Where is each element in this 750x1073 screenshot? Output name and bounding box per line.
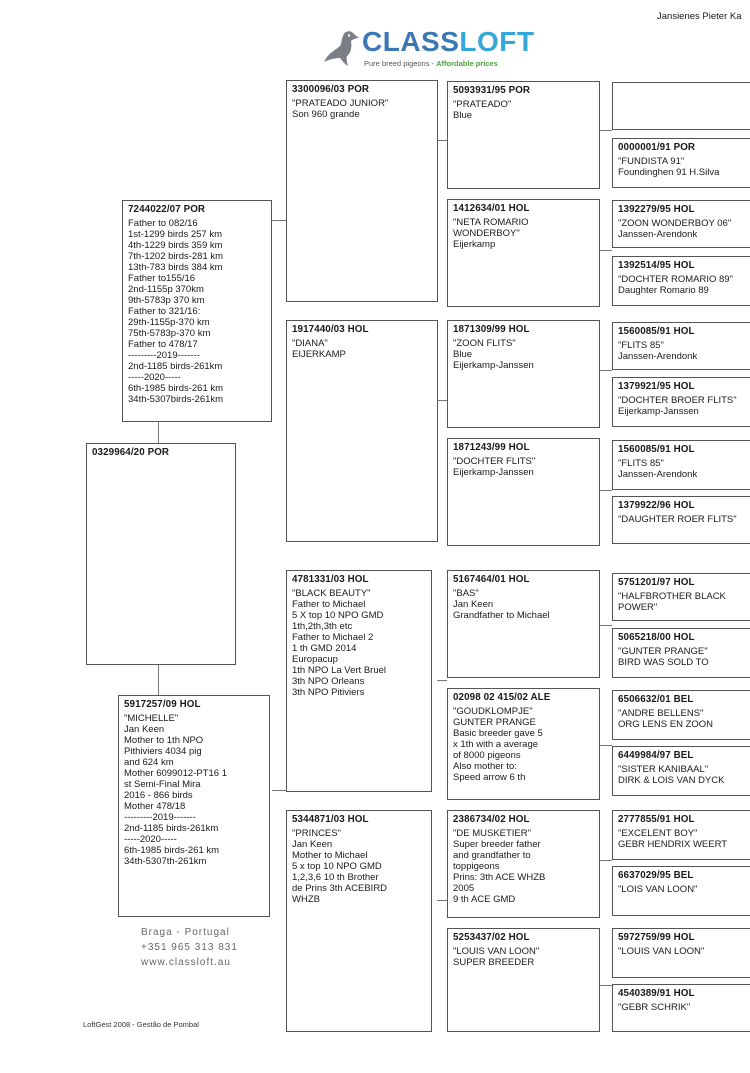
connector-line <box>600 985 612 986</box>
ring-number: 6637029/95 BEL <box>618 870 694 881</box>
pedigree-ancestor <box>612 496 750 544</box>
connector-line <box>600 625 612 626</box>
connector-line <box>437 900 447 901</box>
ring-number: 4540389/91 HOL <box>618 988 695 999</box>
detail-line: "ZOON FLITS" <box>453 338 516 349</box>
connector-line <box>600 490 612 491</box>
detail-line: 1th NPO La Vert Bruel <box>292 665 386 676</box>
ring-number: 7244022/07 POR <box>128 204 206 215</box>
detail-line: WHZB <box>292 894 320 905</box>
ring-number: 6449984/97 BEL <box>618 750 694 761</box>
pedigree-ancestor <box>447 81 600 189</box>
ring-number: 5093931/95 POR <box>453 85 531 96</box>
ring-number: 1412634/01 HOL <box>453 203 530 214</box>
ring-number: 0329964/20 POR <box>92 447 170 458</box>
detail-line: toppigeons <box>453 861 500 872</box>
detail-line: Mother 6099012-PT16 1 <box>124 768 227 779</box>
detail-line: Mother 478/18 <box>124 801 186 812</box>
detail-line: ORG LENS EN ZOON <box>618 719 714 730</box>
detail-line: "GOUDKLOMPJE" <box>453 706 533 717</box>
detail-line: Blue <box>453 349 473 360</box>
ring-number: 5253437/02 HOL <box>453 932 530 943</box>
detail-line: Janssen-Arendonk <box>618 469 698 480</box>
pedigree-grandparent <box>286 570 432 792</box>
detail-line: 1,2,3,6 10 th Brother <box>292 872 379 883</box>
detail-line: 5 x top 10 NPO GMD <box>292 861 382 872</box>
contact-phone: +351 965 313 831 <box>141 942 238 953</box>
ring-number: 6506632/01 BEL <box>618 694 694 705</box>
ring-number: 0000001/91 POR <box>618 142 696 153</box>
pedigree-ancestor <box>612 256 750 306</box>
detail-line: -----2020----- <box>124 834 177 845</box>
detail-line: Europacup <box>292 654 338 665</box>
detail-line: "BAS" <box>453 588 479 599</box>
detail-line: "DOCHTER BROER FLITS" <box>618 395 737 406</box>
detail-line: "DIANA" <box>292 338 328 349</box>
detail-line: Prins: 3th ACE WHZB <box>453 872 546 883</box>
detail-line: 5 X top 10 NPO GMD <box>292 610 384 621</box>
detail-line: "LOUIS VAN LOON" <box>453 946 540 957</box>
owner-name: Jansienes Pieter Ka <box>657 11 742 22</box>
detail-line: Super breeder father <box>453 839 541 850</box>
detail-line: 9th-5783p 370 km <box>128 295 205 306</box>
detail-line: and grandfather to <box>453 850 531 861</box>
detail-line: "GEBR SCHRIK" <box>618 1002 691 1013</box>
pedigree-ancestor <box>612 440 750 490</box>
connector-line <box>437 140 447 141</box>
detail-line: 29th-1155p-370 km <box>128 317 210 328</box>
detail-line: ---------2019------- <box>128 350 200 361</box>
detail-line: "ANDRE BELLENS" <box>618 708 704 719</box>
pedigree-ancestor <box>612 866 750 916</box>
ring-number: 1392514/95 HOL <box>618 260 695 271</box>
detail-line: Daughter Romario 89 <box>618 285 709 296</box>
detail-line: "DAUGHTER ROER FLITS" <box>618 514 737 525</box>
detail-line: "NETA ROMARIO <box>453 217 529 228</box>
pedigree-ancestor <box>447 688 600 800</box>
ring-number: 5972759/99 HOL <box>618 932 695 943</box>
pedigree-grandparent <box>286 80 438 302</box>
pedigree-ancestor <box>447 199 600 307</box>
detail-line: "EXCELENT BOY" <box>618 828 698 839</box>
detail-line: Janssen-Arendonk <box>618 351 698 362</box>
detail-line: 2nd-1185 birds-261km <box>124 823 219 834</box>
detail-line: "DOCHTER ROMARIO 89" <box>618 274 733 285</box>
footer-credit: LoftGest 2008 - Gestão de Pombal <box>83 1020 199 1029</box>
pedigree-ancestor <box>612 984 750 1032</box>
contact-info <box>141 925 238 970</box>
detail-line: Foundinghen 91 H.Silva <box>618 167 720 178</box>
detail-line: "FLITS 85" <box>618 340 664 351</box>
detail-line: Janssen-Arendonk <box>618 229 698 240</box>
detail-line: and 624 km <box>124 757 174 768</box>
ring-number: 1392279/95 HOL <box>618 204 695 215</box>
detail-line: 7th-1202 birds-281 km <box>128 251 224 262</box>
pedigree-ancestor <box>612 138 750 188</box>
pedigree-ancestor <box>612 690 750 740</box>
detail-line: Father to 321/16: <box>128 306 201 317</box>
detail-line: "MICHELLE" <box>124 713 179 724</box>
detail-line: Father to Michael <box>292 599 366 610</box>
ring-number: 4781331/03 HOL <box>292 574 369 585</box>
detail-line: Basic breeder gave 5 <box>453 728 543 739</box>
pedigree-ancestor <box>612 928 750 978</box>
ring-number: 1560085/91 HOL <box>618 444 695 455</box>
detail-line: POWER" <box>618 602 658 613</box>
pedigree-ancestor <box>447 928 600 1032</box>
pedigree-ancestor <box>612 628 750 678</box>
detail-line: "PRATEADO" <box>453 99 512 110</box>
detail-line: "DE MUSKETIER" <box>453 828 532 839</box>
detail-line: 2nd-1185 birds-261km <box>128 361 223 372</box>
detail-line: Father to Michael 2 <box>292 632 374 643</box>
ring-number: 1917440/03 HOL <box>292 324 369 335</box>
detail-line: 1 th GMD 2014 <box>292 643 357 654</box>
connector-line <box>272 790 286 791</box>
detail-line: BIRD WAS SOLD TO <box>618 657 709 668</box>
ring-number: 2386734/02 HOL <box>453 814 530 825</box>
detail-line: "FUNDISTA 91" <box>618 156 685 167</box>
detail-line: Grandfather to Michael <box>453 610 550 621</box>
detail-line: st Semi-Final Mira <box>124 779 201 790</box>
detail-line: 3th NPO Pitiviers <box>292 687 365 698</box>
detail-line: 1st-1299 birds 257 km <box>128 229 222 240</box>
detail-line: "PRINCES" <box>292 828 341 839</box>
detail-line: 1th,2th,3th etc <box>292 621 353 632</box>
detail-line: Eijerkamp <box>453 239 496 250</box>
detail-line: Father to 478/17 <box>128 339 198 350</box>
ring-number: 5344871/03 HOL <box>292 814 369 825</box>
connector-line <box>158 664 159 698</box>
ring-number: 2777855/91 HOL <box>618 814 695 825</box>
detail-line: Blue <box>453 110 473 121</box>
detail-line: 6th-1985 birds-261 km <box>124 845 220 856</box>
connector-line <box>437 400 447 401</box>
connector-line <box>600 745 612 746</box>
detail-line: Jan Keen <box>453 599 494 610</box>
detail-line: Speed arrow 6 th <box>453 772 526 783</box>
detail-line: 9 th ACE GMD <box>453 894 516 905</box>
detail-line: of 8000 pigeons <box>453 750 521 761</box>
detail-line: "PRATEADO JUNIOR" <box>292 98 389 109</box>
detail-line: "LOUIS VAN LOON" <box>618 946 705 957</box>
detail-line: Eijerkamp-Janssen <box>618 406 699 417</box>
detail-line: 2nd-1155p 370km <box>128 284 204 295</box>
ring-number: 1871243/99 HOL <box>453 442 530 453</box>
pedigree-grandparent <box>286 810 432 1032</box>
ring-number: 5917257/09 HOL <box>124 699 201 710</box>
detail-line: "ZOON WONDERBOY 06" <box>618 218 732 229</box>
detail-line: Mother to Michael <box>292 850 368 861</box>
detail-line: x 1th with a average <box>453 739 539 750</box>
detail-line: GEBR HENDRIX WEERT <box>618 839 728 850</box>
detail-line: Eijerkamp-Janssen <box>453 360 534 371</box>
detail-line: "SISTER KANIBAAL" <box>618 764 709 775</box>
logo-wordmark: CLASSLOFT <box>362 26 535 57</box>
detail-line: Son 960 grande <box>292 109 360 120</box>
detail-line: Jan Keen <box>292 839 333 850</box>
pedigree-ancestor <box>447 810 600 918</box>
ring-number: 5065218/00 HOL <box>618 632 695 643</box>
ring-number: 3300096/03 POR <box>292 84 370 95</box>
connector-line <box>600 860 612 861</box>
detail-line: 2005 <box>453 883 475 894</box>
detail-line: "FLITS 85" <box>618 458 664 469</box>
connector-line <box>272 220 286 221</box>
connector-line <box>158 420 159 444</box>
detail-line: Mother to 1th NPO <box>124 735 204 746</box>
detail-line: 34th-5307th-261km <box>124 856 207 867</box>
detail-line: "GUNTER PRANGE" <box>618 646 708 657</box>
pedigree-father <box>122 200 272 422</box>
detail-line: Father to 082/16 <box>128 218 198 229</box>
ring-number: 1379921/95 HOL <box>618 381 695 392</box>
detail-line: 2016 - 866 birds <box>124 790 193 801</box>
detail-line: EIJERKAMP <box>292 349 346 360</box>
ring-number: 5167464/01 HOL <box>453 574 530 585</box>
pedigree-ancestor <box>612 322 750 370</box>
detail-line: 6th-1985 birds-261 km <box>128 383 224 394</box>
detail-line: Eijerkamp-Janssen <box>453 467 534 478</box>
pedigree-ancestor-empty <box>612 82 750 130</box>
pigeon-icon <box>322 28 360 68</box>
detail-line: 3th NPO Orleans <box>292 676 365 687</box>
pedigree-subject <box>86 443 236 665</box>
detail-line: SUPER BREEDER <box>453 957 535 968</box>
detail-line: 34th-5307birds-261km <box>128 394 224 405</box>
contact-city: Braga - Portugal <box>141 927 230 938</box>
ring-number: 1560085/91 HOL <box>618 326 695 337</box>
pedigree-ancestor <box>612 746 750 796</box>
classloft-logo <box>322 26 535 72</box>
ring-number: 1379922/96 HOL <box>618 500 695 511</box>
detail-line: Pithiviers 4034 pig <box>124 746 202 757</box>
logo-tagline: Pure breed pigeons - Affordable prices <box>364 59 498 68</box>
ring-number: 02098 02 415/02 ALE <box>453 692 551 703</box>
pedigree-mother <box>118 695 270 917</box>
detail-line: "HALFBROTHER BLACK <box>618 591 726 602</box>
detail-line: 13th-783 birds 384 km <box>128 262 223 273</box>
detail-line: 4th-1229 birds 359 km <box>128 240 223 251</box>
detail-line: WONDERBOY" <box>453 228 520 239</box>
detail-line: Father to155/16 <box>128 273 196 284</box>
pedigree-ancestor <box>612 810 750 860</box>
detail-line: ---------2019------- <box>124 812 196 823</box>
connector-line <box>600 370 612 371</box>
connector-line <box>437 680 447 681</box>
detail-line: "BLACK BEAUTY" <box>292 588 371 599</box>
ring-number: 5751201/97 HOL <box>618 577 695 588</box>
detail-line: -----2020----- <box>128 372 181 383</box>
detail-line: de Prins 3th ACEBIRD <box>292 883 388 894</box>
contact-website: www.classloft.au <box>141 957 231 968</box>
pedigree-ancestor <box>612 200 750 248</box>
detail-line: 75th-5783p-370 km <box>128 328 211 339</box>
pedigree-ancestor <box>447 320 600 428</box>
pedigree-grandparent <box>286 320 438 542</box>
detail-line: Also mother to: <box>453 761 517 772</box>
connector-line <box>600 130 612 131</box>
pedigree-ancestor <box>447 438 600 546</box>
detail-line: "LOIS VAN LOON" <box>618 884 698 895</box>
detail-line: "DOCHTER FLITS" <box>453 456 536 467</box>
ring-number: 1871309/99 HOL <box>453 324 530 335</box>
pedigree-ancestor <box>447 570 600 678</box>
pedigree-ancestor <box>612 377 750 427</box>
detail-line: GUNTER PRANGE <box>453 717 536 728</box>
pedigree-ancestor <box>612 573 750 621</box>
connector-line <box>600 250 612 251</box>
detail-line: DIRK & LOIS VAN DYCK <box>618 775 725 786</box>
detail-line: Jan Keen <box>124 724 165 735</box>
